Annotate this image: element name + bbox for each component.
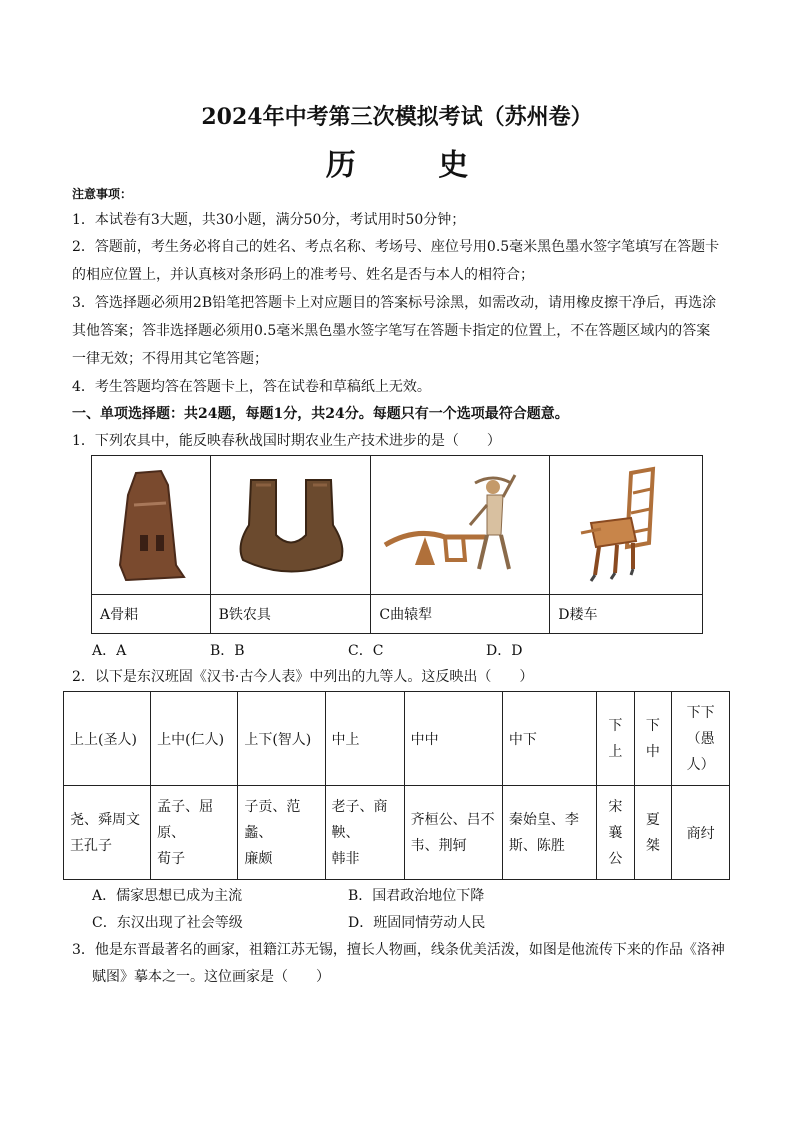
question-1-stem: 1．下列农具中，能反映春秋战国时期农业生产技术进步的是（ ）: [72, 433, 501, 449]
seed-drill-image: [550, 456, 703, 595]
rank-header: 中中: [404, 692, 502, 786]
rank-cell: 尧、舜周文 王孔子: [64, 786, 151, 880]
exam-title: 2024年中考第三次模拟考试（苏州卷）: [201, 104, 593, 130]
rank-header: 下下 （愚 人）: [672, 692, 730, 786]
notice-line: 1．本试卷有3大题，共30小题，满分50分，考试用时50分钟；: [72, 212, 466, 228]
rank-cell: 孟子、屈原、 荀子: [151, 786, 238, 880]
iron-tool-image: [210, 456, 371, 595]
notice-line: 2．答题前，考生务必将自己的姓名、考点名称、考场号、座位号用0.5毫米黑色墨水签字笔填写在答题卡: [72, 239, 720, 255]
option-caption: D耧车: [550, 595, 703, 634]
section-heading: 一、单项选择题：共24题，每题1分，共24分。每题只有一个选项最符合题意。: [72, 406, 569, 422]
rank-header: 上中(仁人): [151, 692, 238, 786]
q2-option-d[interactable]: D．班固同情劳动人民: [348, 915, 486, 931]
notice-line: 4．考生答题均答在答题卡上，答在试卷和草稿纸上无效。: [72, 379, 431, 395]
option-caption: A骨耜: [92, 595, 211, 634]
rank-header: 中上: [325, 692, 404, 786]
q2-option-c[interactable]: C．东汉出现了社会等级: [92, 915, 243, 931]
subject-title: 历 史: [325, 148, 505, 183]
rank-cell: 商纣: [672, 786, 730, 880]
rank-header: 上下(智人): [238, 692, 325, 786]
q1-option-c[interactable]: C．C: [348, 643, 384, 659]
rank-cell: 秦始皇、李 斯、陈胜: [502, 786, 596, 880]
rank-cell: 齐桓公、吕不 韦、荆轲: [404, 786, 502, 880]
q1-option-d[interactable]: D．D: [486, 643, 523, 659]
q1-option-a[interactable]: A．A: [92, 643, 127, 659]
rank-cell: 夏 桀: [634, 786, 672, 880]
rank-header: 上上(圣人): [64, 692, 151, 786]
question-3-stem-cont: 赋图》摹本之一。这位画家是（ ）: [92, 969, 330, 985]
rank-cell: 老子、商鞅、 韩非: [325, 786, 404, 880]
notice-line: 3．答选择题必须用2B铅笔把答题卡上对应题目的答案标号涂黑，如需改动，请用橡皮擦干净后，再选涂: [72, 295, 717, 311]
option-caption: B铁农具: [210, 595, 371, 634]
rank-cell: 宋 襄 公: [597, 786, 635, 880]
rank-header: 中下: [502, 692, 596, 786]
question-2-stem: 2．以下是东汉班固《汉书·古今人表》中列出的九等人。这反映出（ ）: [72, 669, 534, 685]
q2-option-a[interactable]: A．儒家思想已成为主流: [92, 888, 243, 904]
q2-option-b[interactable]: B．国君政治地位下降: [348, 888, 485, 904]
bone-spade-image: [92, 456, 211, 595]
rank-header: 下 中: [634, 692, 672, 786]
question-1-image-table: [91, 455, 703, 634]
notice-line: 的相应位置上，并认真核对条形码上的准考号、姓名是否与本人的相符合；: [72, 267, 534, 283]
rank-header: 下 上: [597, 692, 635, 786]
notice-line: 一律无效；不得用其它笔答题；: [72, 351, 268, 367]
rank-cell: 子贡、范蠡、 廉颇: [238, 786, 325, 880]
nine-ranks-table: [63, 691, 730, 880]
notice-heading: 注意事项：: [72, 187, 133, 201]
curved-plow-image: [371, 456, 550, 595]
option-caption: C曲辕犁: [371, 595, 550, 634]
q1-option-b[interactable]: B．B: [210, 643, 245, 659]
question-3-stem: 3．他是东晋最著名的画家，祖籍江苏无锡，擅长人物画，线条优美活泼，如图是他流传下来的作品《洛神: [72, 942, 725, 958]
notice-line: 其他答案；答非选择题必须用0.5毫米黑色墨水签字笔写在答题卡指定的位置上，不在答题区域内的答案: [72, 323, 711, 339]
